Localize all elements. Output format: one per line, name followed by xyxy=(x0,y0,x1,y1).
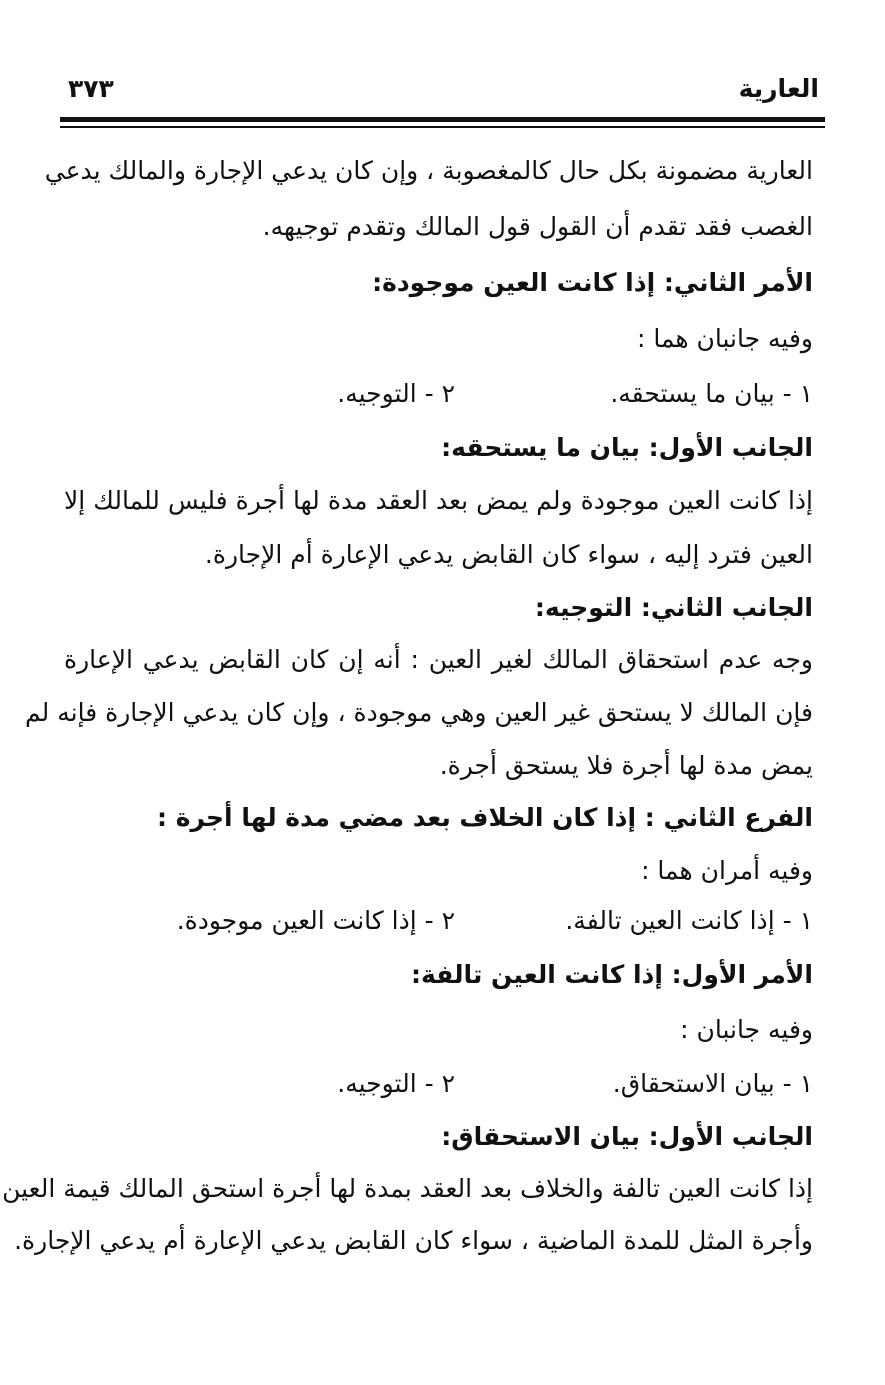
section-heading: الجانب الثاني: التوجيه: xyxy=(534,593,813,622)
section-heading: الجانب الأول: بيان الاستحقاق: xyxy=(441,1122,813,1151)
enum-item: ١ - إذا كانت العين تالفة. xyxy=(565,906,813,935)
header-rule-thin xyxy=(60,126,825,128)
running-title: العارية xyxy=(738,74,819,103)
enum-item: ١ - بيان ما يستحقه. xyxy=(610,379,813,408)
body-line: وفيه أمران هما : xyxy=(641,856,813,885)
body-line: وفيه جانبان هما : xyxy=(636,324,813,353)
body-line: وأجرة المثل للمدة الماضية ، سواء كان القابض يدعي الإعارة أم يدعي الإجارة. xyxy=(14,1226,813,1255)
body-line: وجه عدم استحقاق المالك لغير العين : أنه إن كان القابض يدعي الإعارة xyxy=(64,645,813,674)
header-rule-thick xyxy=(60,117,825,122)
enum-item: ٢ - التوجيه. xyxy=(337,1069,455,1098)
body-line: وفيه جانبان : xyxy=(680,1015,813,1044)
section-heading: الأمر الأول: إذا كانت العين تالفة: xyxy=(411,960,813,989)
body-line: العارية مضمونة بكل حال كالمغصوبة ، وإن كان يدعي الإجارة والمالك يدعي xyxy=(44,156,813,185)
section-heading: الفرع الثاني : إذا كان الخلاف بعد مضي مدة لها أجرة : xyxy=(157,803,813,832)
body-line: إذا كانت العين موجودة ولم يمض بعد العقد مدة لها أجرة فليس للمالك إلا xyxy=(64,486,813,515)
enum-item: ٢ - التوجيه. xyxy=(337,379,455,408)
body-line: الغصب فقد تقدم أن القول قول المالك وتقدم توجيهه. xyxy=(262,212,813,241)
enum-item: ٢ - إذا كانت العين موجودة. xyxy=(176,906,455,935)
body-line: إذا كانت العين تالفة والخلاف بعد العقد بمدة لها أجرة استحق المالك قيمة العين xyxy=(2,1174,813,1203)
section-heading: الجانب الأول: بيان ما يستحقه: xyxy=(441,433,813,462)
enum-item: ١ - بيان الاستحقاق. xyxy=(612,1069,813,1098)
page-number: ٣٧٣ xyxy=(68,74,114,103)
section-heading: الأمر الثاني: إذا كانت العين موجودة: xyxy=(372,268,813,297)
page-header xyxy=(64,68,823,112)
body-line: العين فترد إليه ، سواء كان القابض يدعي الإعارة أم الإجارة. xyxy=(204,540,813,569)
body-line: يمض مدة لها أجرة فلا يستحق أجرة. xyxy=(439,751,813,780)
body-line: فإن المالك لا يستحق غير العين وهي موجودة ، وإن كان يدعي الإجارة فإنه لم xyxy=(25,698,813,727)
